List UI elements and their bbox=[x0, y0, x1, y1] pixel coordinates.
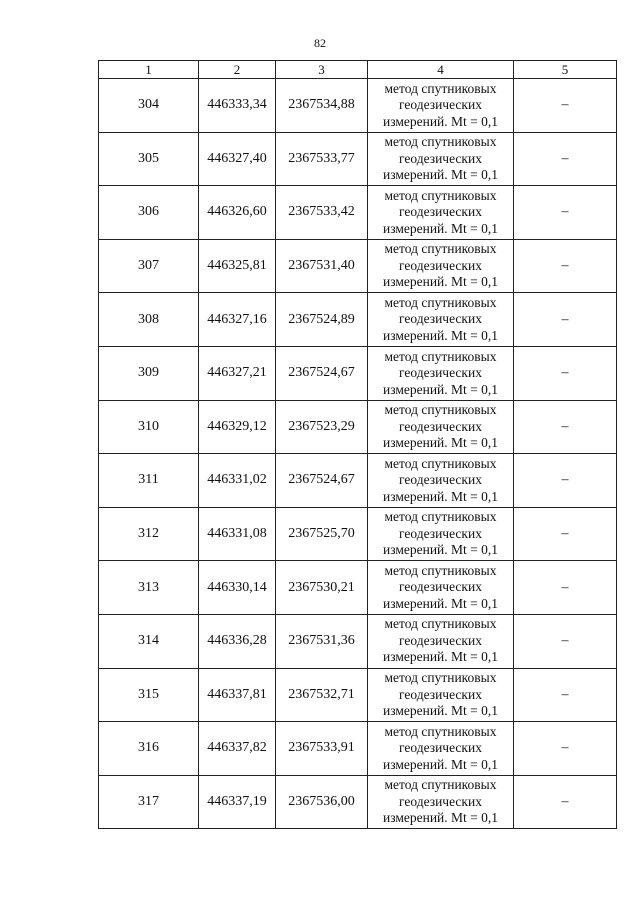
point-number-cell: 314 bbox=[99, 614, 199, 668]
x-coordinate-cell: 446327,40 bbox=[199, 132, 276, 186]
method-line: измерений. Mt = 0,1 bbox=[382, 595, 499, 611]
method-cell bbox=[368, 722, 514, 776]
method-line: метод спутниковых bbox=[384, 402, 497, 418]
point-number-cell: 309 bbox=[99, 346, 199, 400]
method-line: геодезических bbox=[399, 150, 482, 166]
point-number-cell: 310 bbox=[99, 400, 199, 454]
y-coordinate-cell: 2367524,89 bbox=[276, 293, 368, 347]
point-number-cell: 317 bbox=[99, 775, 199, 829]
method-line: измерений. Mt = 0,1 bbox=[382, 327, 499, 343]
method-line: измерений. Mt = 0,1 bbox=[382, 703, 499, 719]
method-line: метод спутниковых bbox=[384, 670, 497, 686]
table-row bbox=[99, 132, 617, 186]
table-row bbox=[99, 614, 617, 668]
x-coordinate-cell: 446331,08 bbox=[199, 507, 276, 561]
method-cell bbox=[368, 507, 514, 561]
method-line: геодезических bbox=[399, 97, 482, 113]
method-line: метод спутниковых bbox=[384, 616, 497, 632]
x-coordinate-cell: 446325,81 bbox=[199, 239, 276, 293]
x-coordinate-cell: 446327,16 bbox=[199, 293, 276, 347]
method-line: измерений. Mt = 0,1 bbox=[382, 274, 499, 290]
method-line: метод спутниковых bbox=[384, 723, 497, 739]
method-line: измерений. Mt = 0,1 bbox=[382, 435, 499, 451]
method-line: метод спутниковых bbox=[384, 455, 497, 471]
header-col-4: 4 bbox=[368, 61, 514, 79]
table-row bbox=[99, 507, 617, 561]
table-row bbox=[99, 775, 617, 829]
method-line: метод спутниковых bbox=[384, 241, 497, 257]
method-line: измерений. Mt = 0,1 bbox=[382, 810, 499, 826]
x-coordinate-cell: 446327,21 bbox=[199, 346, 276, 400]
method-line: метод спутниковых bbox=[384, 509, 497, 525]
method-cell bbox=[368, 293, 514, 347]
table-row bbox=[99, 239, 617, 293]
method-cell bbox=[368, 668, 514, 722]
note-cell: – bbox=[514, 186, 617, 240]
table-row bbox=[99, 668, 617, 722]
method-line: геодезических bbox=[399, 793, 482, 809]
page-number: 82 bbox=[314, 36, 326, 50]
y-coordinate-cell: 2367534,88 bbox=[276, 79, 368, 133]
method-line: метод спутниковых bbox=[384, 562, 497, 578]
method-line: измерений. Mt = 0,1 bbox=[382, 381, 499, 397]
table-row bbox=[99, 400, 617, 454]
method-line: измерений. Mt = 0,1 bbox=[382, 488, 499, 504]
x-coordinate-cell: 446333,34 bbox=[199, 79, 276, 133]
method-line: метод спутниковых bbox=[384, 777, 497, 793]
table-row bbox=[99, 454, 617, 508]
y-coordinate-cell: 2367524,67 bbox=[276, 346, 368, 400]
y-coordinate-cell: 2367531,36 bbox=[276, 614, 368, 668]
method-cell bbox=[368, 454, 514, 508]
method-line: геодезических bbox=[399, 311, 482, 327]
header-col-5: 5 bbox=[514, 61, 617, 79]
method-line: метод спутниковых bbox=[384, 348, 497, 364]
x-coordinate-cell: 446331,02 bbox=[199, 454, 276, 508]
table-body bbox=[99, 79, 617, 829]
method-line: измерений. Mt = 0,1 bbox=[382, 542, 499, 558]
method-line: геодезических bbox=[399, 204, 482, 220]
method-cell bbox=[368, 561, 514, 615]
method-line: геодезических bbox=[399, 365, 482, 381]
table-row bbox=[99, 186, 617, 240]
method-line: измерений. Mt = 0,1 bbox=[382, 167, 499, 183]
note-cell: – bbox=[514, 79, 617, 133]
method-line: измерений. Mt = 0,1 bbox=[382, 220, 499, 236]
note-cell: – bbox=[514, 400, 617, 454]
point-number-cell: 305 bbox=[99, 132, 199, 186]
x-coordinate-cell: 446326,60 bbox=[199, 186, 276, 240]
y-coordinate-cell: 2367524,67 bbox=[276, 454, 368, 508]
table-row bbox=[99, 79, 617, 133]
method-line: метод спутниковых bbox=[384, 134, 497, 150]
y-coordinate-cell: 2367533,42 bbox=[276, 186, 368, 240]
method-cell bbox=[368, 79, 514, 133]
method-cell bbox=[368, 400, 514, 454]
header-row bbox=[99, 61, 617, 79]
x-coordinate-cell: 446337,19 bbox=[199, 775, 276, 829]
note-cell: – bbox=[514, 775, 617, 829]
point-number-cell: 316 bbox=[99, 722, 199, 776]
method-cell bbox=[368, 346, 514, 400]
table-row bbox=[99, 346, 617, 400]
header-col-3: 3 bbox=[276, 61, 368, 79]
point-number-cell: 307 bbox=[99, 239, 199, 293]
point-number-cell: 306 bbox=[99, 186, 199, 240]
point-number-cell: 313 bbox=[99, 561, 199, 615]
y-coordinate-cell: 2367525,70 bbox=[276, 507, 368, 561]
point-number-cell: 311 bbox=[99, 454, 199, 508]
method-line: измерений. Mt = 0,1 bbox=[382, 649, 499, 665]
method-line: геодезических bbox=[399, 579, 482, 595]
note-cell: – bbox=[514, 561, 617, 615]
method-cell bbox=[368, 186, 514, 240]
x-coordinate-cell: 446337,81 bbox=[199, 668, 276, 722]
y-coordinate-cell: 2367531,40 bbox=[276, 239, 368, 293]
method-cell bbox=[368, 132, 514, 186]
method-line: метод спутниковых bbox=[384, 80, 497, 96]
y-coordinate-cell: 2367532,71 bbox=[276, 668, 368, 722]
table-row bbox=[99, 722, 617, 776]
note-cell: – bbox=[514, 614, 617, 668]
point-number-cell: 315 bbox=[99, 668, 199, 722]
table-header bbox=[99, 61, 617, 79]
x-coordinate-cell: 446330,14 bbox=[199, 561, 276, 615]
method-line: геодезических bbox=[399, 740, 482, 756]
method-line: геодезических bbox=[399, 686, 482, 702]
x-coordinate-cell: 446329,12 bbox=[199, 400, 276, 454]
method-line: метод спутниковых bbox=[384, 187, 497, 203]
y-coordinate-cell: 2367533,91 bbox=[276, 722, 368, 776]
method-cell bbox=[368, 239, 514, 293]
note-cell: – bbox=[514, 507, 617, 561]
note-cell: – bbox=[514, 668, 617, 722]
method-line: измерений. Mt = 0,1 bbox=[382, 756, 499, 772]
y-coordinate-cell: 2367530,21 bbox=[276, 561, 368, 615]
note-cell: – bbox=[514, 454, 617, 508]
y-coordinate-cell: 2367523,29 bbox=[276, 400, 368, 454]
y-coordinate-cell: 2367536,00 bbox=[276, 775, 368, 829]
table-row bbox=[99, 293, 617, 347]
method-line: геодезических bbox=[399, 418, 482, 434]
method-cell bbox=[368, 775, 514, 829]
method-line: метод спутниковых bbox=[384, 294, 497, 310]
coordinates-table bbox=[98, 60, 617, 829]
method-line: геодезических bbox=[399, 525, 482, 541]
note-cell: – bbox=[514, 346, 617, 400]
header-col-2: 2 bbox=[199, 61, 276, 79]
point-number-cell: 308 bbox=[99, 293, 199, 347]
x-coordinate-cell: 446336,28 bbox=[199, 614, 276, 668]
x-coordinate-cell: 446337,82 bbox=[199, 722, 276, 776]
method-line: геодезических bbox=[399, 472, 482, 488]
header-col-1: 1 bbox=[99, 61, 199, 79]
method-line: геодезических bbox=[399, 257, 482, 273]
method-cell bbox=[368, 614, 514, 668]
note-cell: – bbox=[514, 239, 617, 293]
note-cell: – bbox=[514, 293, 617, 347]
table-row bbox=[99, 561, 617, 615]
method-line: измерений. Mt = 0,1 bbox=[382, 113, 499, 129]
note-cell: – bbox=[514, 722, 617, 776]
y-coordinate-cell: 2367533,77 bbox=[276, 132, 368, 186]
point-number-cell: 312 bbox=[99, 507, 199, 561]
point-number-cell: 304 bbox=[99, 79, 199, 133]
method-line: геодезических bbox=[399, 632, 482, 648]
note-cell: – bbox=[514, 132, 617, 186]
